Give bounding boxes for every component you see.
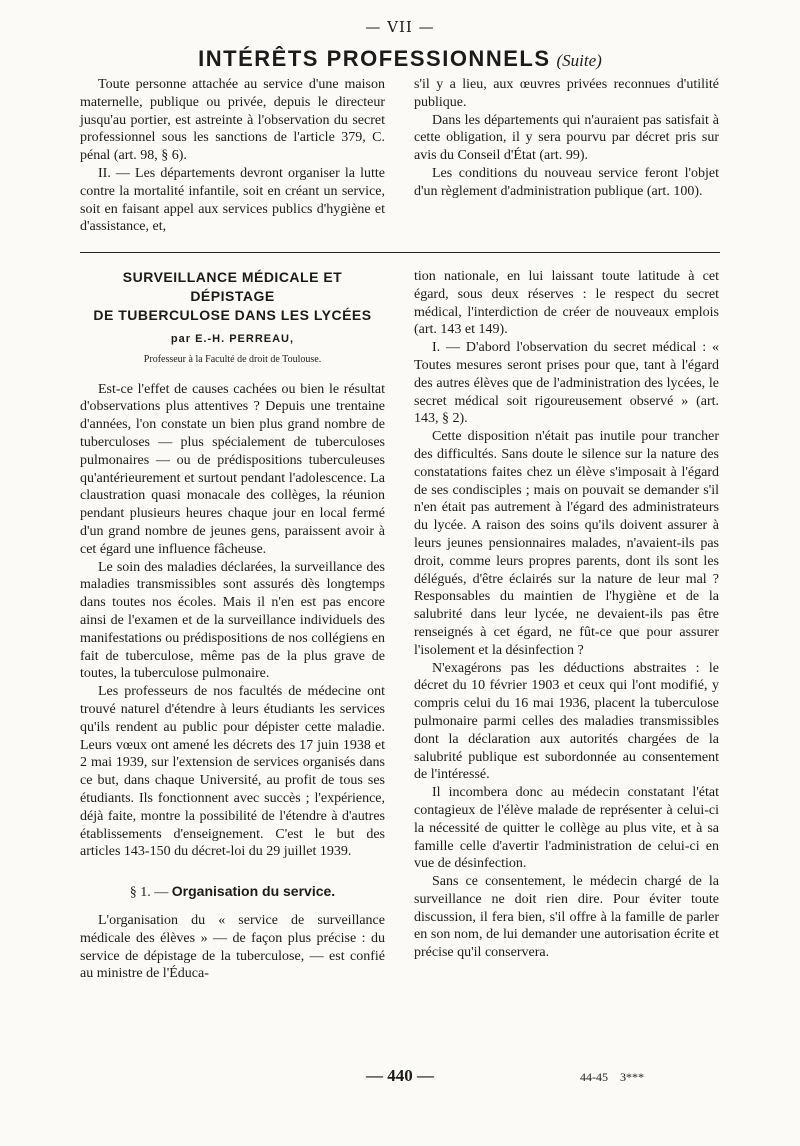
paragraph: Toute personne attachée au service d'une maison maternelle, publique ou privée, depuis le directeur jusqu'au portier, est astreinte à l'observation du secret professionnel sous les sanctions de l'article 379, C. pénal (art. 98, § 6). — [80, 77, 385, 164]
roman-page-number: — VII — — [365, 18, 435, 36]
section-title: Organisation du service. — [171, 883, 336, 900]
paragraph: II. — Les départements devront organiser la lutte contre la mortalité infantile, soit en créant un service, soit en faisant appel aux services publics d'hygiène et d'assistance, et, — [80, 165, 385, 235]
header-title: INTÉRÊTS PROFESSIONNELS — [198, 46, 551, 71]
paragraph: I. — D'abord l'observation du secret médical : « Toutes mesures seront prises pour que, tant à l'égard des autres élèves que de l'administration des lycées, le secret médical soit rigoureusement observé » (art. 143, § 2). — [414, 340, 719, 427]
article-byline: par E.-H. PERREAU, — [170, 333, 295, 345]
print-code-right: 3*** — [620, 1070, 644, 1084]
article-right-column — [414, 268, 719, 962]
article-title-line: SURVEILLANCE MÉDICALE ET DÉPISTAGE — [122, 269, 343, 304]
paragraph: Est-ce l'effet de causes cachées ou bien le résultat d'observations plus attentives ? Depuis une trentaine d'années, l'on constate un bien plus grand nombre de tuberculoses — plus spécialement de tuberculoses pulmonaires — ou de prédispositions tuberculeuses qu'antérieurement et surtout pendant l'adolescence. La claustration quasi monacale des collèges, la réunion pendant plusieurs heures chaque jour en local fermé d'un grand nombre de jeunes gens, paraissent avoir à cet égard une influence fâcheuse. — [80, 381, 385, 557]
paragraph: Il incombera donc au médecin constatant l'état contagieux de l'élève malade de représenter à celui-ci la nécessité de quitter le collège au plus vite, et à sa famille celle d'avertir l'administration de celui-ci en vue de désinfection. — [414, 785, 719, 872]
paragraph: tion nationale, en lui laissant toute latitude à cet égard, sous deux réserves : le respect du secret médical, l'interdiction de créer de nouveaux emplois (art. 143 et 149). — [414, 269, 719, 338]
print-code-left: 44-45 — [580, 1070, 608, 1084]
paragraph: Sans ce consentement, le médecin chargé de la surveillance ne doit rien dire. Pour éviter toute discussion, il fera bien, s'il offre à la famille de parler en son nom, de lui demander une autorisation écrite et précise qu'il conservera. — [414, 874, 719, 961]
top-right-column — [414, 76, 719, 201]
section-heading — [80, 883, 385, 902]
paragraph: L'organisation du « service de surveillance médicale des élèves » — de façon plus précise : du service de dépistage de la tuberculose, — est confié au ministre de l'Éduca- — [80, 912, 385, 982]
paragraph: Cette disposition n'était pas inutile pour trancher des difficultés. Sans doute le silence sur la nature des constatations faites chez un élève s'imposait à l'égard de ses condisciples ; mais on pouvait se demander s'il n'en était pas autrement à l'égard des administrateurs du lycée. A raison des soins qu'ils doivent assurer à leurs jeunes pensionnaires malades, n'avaient-ils pas droit, comme leurs propres parents, dont ils sont les délégués, d'être éclairés sur la nature de leur mal ? Responsables du maintien de l'hygiène et de la salubrité dans leur lycée, ne devaient-ils pas être renseignés à cet égard, ne fût-ce que pour assurer l'isolement et la désinfection ? — [414, 429, 719, 658]
paragraph: s'il y a lieu, aux œuvres privées reconnues d'utilité publique. — [414, 77, 719, 110]
paragraph: Les conditions du nouveau service feront l'objet d'un règlement d'administration publique (art. 100). — [414, 165, 719, 199]
paragraph: Le soin des maladies déclarées, la surveillance des maladies transmissibles sont assurés dès longtemps dans toutes nos écoles. Mais il n'en est pas encore ainsi de l'examen et de la surveillance individuels des manifestations ou prédispositions de nos collégiens en fait de tuberculose, même pas de la plus grave de toutes, la tuberculose pulmonaire. — [80, 559, 385, 682]
section-number: § 1. — — [129, 885, 169, 901]
print-code — [580, 1070, 644, 1085]
article-title-line: DE TUBERCULOSE DANS LES LYCÉES — [93, 307, 372, 323]
paragraph: Les professeurs de nos facultés de médecine ont trouvé naturel d'étendre à leurs étudiants les services qu'ils rendent au public pour dépister cette maladie. Leurs vœux ont amené les décrets des 17 juin 1938 et 2 mai 1939, sur l'extension de services organisés dans ce but, dans chaque Université, au profit de tous ses étudiants. Ils fonctionnent avec succès ; l'expérience, déjà faite, montre la possibilité de l'étendre à d'autres établissements d'enseignement. C'est le but des articles 143-150 du décret-loi du 29 juillet 1939. — [80, 684, 385, 860]
paragraph: N'exagérons pas les déductions abstraites : le décret du 10 février 1903 et ceux qui l'ont modifié, y compris celui du 16 mai 1936, placent la tuberculose pulmonaire parmi celles des maladies transmissibles dont la déclaration aux autorités chargées de la salubrité publique est subordonnée au consentement de l'intéressé. — [414, 660, 719, 783]
author-affiliation: Professeur à la Faculté de droit de Toulouse. — [143, 353, 322, 365]
running-header — [60, 46, 740, 72]
paragraph: Dans les départements qui n'auraient pas satisfait à cette obligation, il y sera pourvu par décret pris sur avis du Conseil d'État (art. 99). — [414, 112, 719, 164]
top-left-column — [80, 76, 385, 236]
article-title — [80, 268, 385, 325]
header-suite: (Suite) — [556, 51, 602, 70]
article-left-column — [80, 268, 385, 983]
page-number: — 440 — — [366, 1066, 434, 1085]
section-divider — [80, 252, 720, 253]
